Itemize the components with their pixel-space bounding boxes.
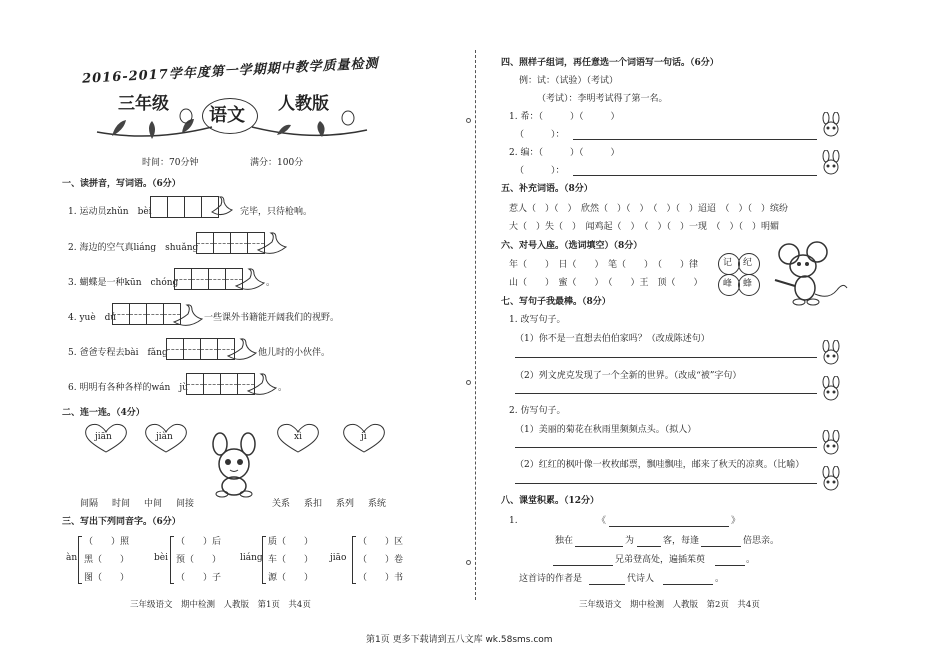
s6-row-1: 年（ ） 日（ ） 笔（ ） （ ）律 [509,260,699,270]
heart-pinyin: xì [294,432,302,442]
swan-icon [170,302,204,330]
bunny-mascot-illustration [200,432,270,498]
s8-line3-end: 。 [746,555,756,565]
swan-icon [254,230,288,258]
s4-q2-answer-label: （ ）： [515,166,565,176]
s4-q1: 1. 希：（ ）（ ） [509,112,620,122]
s1-q3-suffix: 。 [266,278,276,288]
bunny-icon [819,150,843,176]
s3-row: （ ）照 [84,537,130,547]
s4-q2-answer-line[interactable] [573,175,817,176]
s3-bracket [78,536,82,584]
s8-line4-b: 代诗人 [627,574,655,584]
s7-q2b-answer-line[interactable] [515,483,817,484]
s8-line2-b: 为 [625,536,635,546]
mouse-mascot-illustration [773,240,849,306]
bunny-icon [819,112,843,138]
bottom-footer: 第1页 更多下载请到五八文库 wk.58sms.com [366,635,553,645]
s1-q4-suffix: 一些课外书籍能开阔我们的视野。 [204,313,340,323]
word-badge-label: 蜂 [743,279,753,289]
s3-bracket [170,536,174,584]
time-label: 时间：70分钟 [142,158,199,168]
word-left: 间隔 [80,499,99,509]
s3-bracket [262,536,266,584]
word-badge-label: 纪 [743,258,753,268]
exam-title: 2016-2017学年度第一学期期中教学质量检测 [81,56,379,87]
s3-pinyin: liáng [240,553,263,563]
swan-icon [224,336,258,364]
s8-line2-a: 独在 [555,536,574,546]
s1-q5-prefix: 5. 爸爸专程去bài fǎng [68,348,168,358]
s7-q2: 2. 仿写句子。 [509,406,566,416]
s1-q4-prefix: 4. yuè dú [68,313,117,323]
s3-bracket [352,536,356,584]
bunny-icon [819,466,843,492]
s4-example-1: 例：试：（试验）（考试） [519,76,619,86]
section-3-title: 三、写出下列同音字。（6分） [62,517,181,527]
s5-row-1: 惹人（ ）（ ） 欣然（ ）（ ） （ ）（ ）迢迢 （ ）（ ）缤纷 [509,204,789,214]
s8-line3: 兄弟登高处，遍插茱萸 [615,555,706,565]
s3-row: 预（ ） [176,555,222,565]
s3-pinyin: bèi [154,553,168,563]
edition-label: 人教版 [278,94,329,114]
s8-line4-c: 。 [715,574,725,584]
score-label: 满分：100分 [250,158,304,168]
binding-hole [466,560,471,565]
s7-q2a-answer-line[interactable] [515,447,817,448]
binding-hole [466,118,471,123]
s8-line4-a: 这首诗的作者是 [519,574,583,584]
section-7-title: 七、写句子我最棒。（8分） [501,297,611,307]
word-right: 系统 [368,499,387,509]
s3-row: （ ）区 [358,537,404,547]
s3-pinyin: àn [66,553,78,563]
word-left: 中间 [144,499,163,509]
s1-q6-suffix: 。 [278,383,288,393]
s8-blank[interactable] [663,584,713,585]
s8-blank[interactable] [575,546,623,547]
word-left: 间接 [176,499,195,509]
bunny-icon [819,430,843,456]
word-badge-label: 记 [723,258,733,268]
word-badge-label: 峰 [723,279,733,289]
section-8-title: 八、课堂积累。（12分） [501,496,600,506]
s3-pinyin: jiāo [330,553,347,563]
grade-label: 三年级 [118,94,169,114]
s3-row: （ ）书 [358,573,404,583]
section-4-title: 四、照样子组词，再任意选一个词语写一句话。（6分） [501,58,719,68]
s1-q6-prefix: 6. 明明有各种各样的wán jù [68,383,188,393]
s7-q1b: （2）列文虎克发现了一个全新的世界。（改成“被”字句） [515,371,742,381]
bunny-icon [819,376,843,402]
swan-icon [244,371,278,399]
s4-example-2: （考试）：李明考试得了第一名。 [537,94,668,104]
binding-hole [466,380,471,385]
section-6-title: 六、对号入座。（选词填空）（8分） [501,241,643,251]
s3-row: 源（ ） [268,573,314,583]
s7-q1a-answer-line[interactable] [515,357,817,358]
section-2-title: 二、连一连。（4分） [62,408,145,418]
s7-q1: 1. 改写句子。 [509,315,566,325]
left-page-footer: 三年级语文 期中检测 人教版 第1页 共4页 [130,600,311,610]
s1-q2-prefix: 2. 海边的空气真liáng shuǎng [68,243,199,253]
s6-row-2: 山（ ） 蜜（ ） （ ）王 顶（ ） [509,278,703,288]
subject-label: 语文 [209,105,245,126]
s8-line2-d: 倍思亲。 [743,536,780,546]
s3-row: 黑（ ） [84,555,130,565]
s8-line2-c: 客，每逢 [663,536,700,546]
s4-q2: 2. 编：（ ）（ ） [509,148,620,158]
s8-blank[interactable] [553,565,613,566]
heart-pinyin: jì [361,432,367,442]
s8-close-quote: 》 [731,516,741,526]
s8-open-quote: 《 [597,516,607,526]
s3-row: （ ）卷 [358,555,404,565]
word-left: 时间 [112,499,131,509]
s8-blank[interactable] [701,546,741,547]
word-right: 关系 [272,499,291,509]
s7-q2b: （2）红红的枫叶像一枚枚邮票，飘哇飘哇，邮来了秋天的凉爽。（比喻） [515,460,805,470]
s4-q1-answer-line[interactable] [573,139,817,140]
s3-row: （ ）后 [176,537,222,547]
s8-blank[interactable] [637,546,661,547]
s1-q3-prefix: 3. 蝴蝶是一种kūn chóng [68,278,179,288]
s3-row: 质（ ） [268,537,314,547]
s1-q1-suffix: 完毕，只待枪响。 [240,207,313,217]
s1-q1-prefix: 1. 运动员zhǔn bèi [68,207,152,217]
swan-icon [208,194,234,220]
s3-row: 车（ ） [268,555,314,565]
heart-pinyin: jiàn [156,432,173,442]
s5-row-2: 大（ ）失（ ） 闻鸡起（ ） （ ）（ ）一现 （ ）（ ）明媚 [509,222,780,232]
s3-row: （ ）子 [176,573,222,583]
s8-poem-title-blank[interactable] [609,526,729,527]
s7-q1b-answer-line[interactable] [515,393,817,394]
word-right: 系列 [336,499,355,509]
s7-q2a: （1）美丽的菊花在秋雨里频频点头。（拟人） [515,425,697,435]
swan-icon [232,266,266,294]
s4-q1-answer-label: （ ）： [515,130,565,140]
s1-q5-suffix: 他儿时的小伙伴。 [258,348,331,358]
s3-row: 图（ ） [84,573,130,583]
s7-q1a: （1）你不是一直想去伯伯家吗？（改成陈述句） [515,334,710,344]
s8-blank[interactable] [589,584,625,585]
s8-number: 1. [509,516,518,526]
right-page [475,0,950,658]
bunny-icon [819,340,843,366]
heart-pinyin: jiān [95,432,112,442]
s8-blank[interactable] [715,565,745,566]
section-5-title: 五、补充词语。（8分） [501,184,593,194]
section-1-title: 一、读拼音，写词语。（6分） [62,179,181,189]
word-right: 系扣 [304,499,323,509]
right-page-footer: 三年级语文 期中检测 人教版 第2页 共4页 [579,600,760,610]
